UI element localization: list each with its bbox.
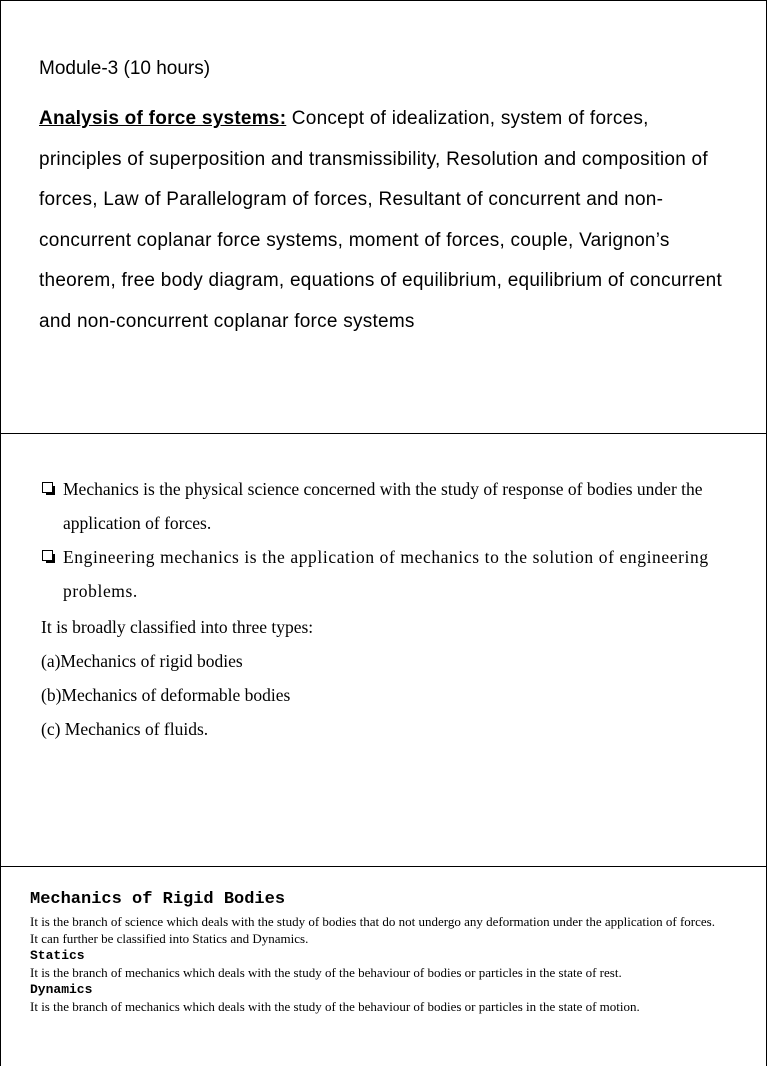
type-fluids: (c) Mechanics of fluids. [41, 719, 209, 739]
syllabus-title: Analysis of force systems: [39, 108, 287, 129]
type-deformable-bodies: (b)Mechanics of deformable bodies [41, 685, 291, 705]
bullet-text: Engineering mechanics is the application of mechanics to the solution of engineering problems. [63, 547, 709, 601]
bullet-engineering-mechanics [41, 540, 731, 608]
bullet-mechanics-definition [41, 472, 731, 540]
statics-definition: It is the branch of mechanics which deals with the study of the behaviour of bodies or particles in the state of rest. [30, 965, 622, 980]
bullet-text: Mechanics is the physical science concerned with the study of response of bodies under the application of forces. [63, 479, 703, 533]
section-title: Mechanics of Rigid Bodies [30, 890, 286, 909]
module-syllabus [39, 99, 729, 342]
checkbox-bullet-icon [42, 550, 53, 561]
rigid-bodies-definition: It is the branch of science which deals with the study of bodies that do not undergo any deformation under the application of forces. [30, 914, 715, 929]
dynamics-definition: It is the branch of mechanics which deals with the study of the behaviour of bodies or particles in the state of motion. [30, 999, 640, 1014]
rigid-bodies-section [30, 890, 740, 1015]
checkbox-bullet-icon [42, 482, 53, 493]
mechanics-bullet-list [41, 472, 731, 608]
type-rigid-bodies: (a)Mechanics of rigid bodies [41, 651, 243, 671]
dynamics-heading: Dynamics [30, 982, 93, 997]
syllabus-text: Concept of idealization, system of forces, principles of superposition and transmissibility, Resolution and composition of forces, Law of Parallelogram of forces, Resultant of concurrent and non-concurrent coplanar force systems, moment of forces, couple, Varignon’s theorem, free body diagram, equations of equilibrium, equilibrium of concurrent and non-concurrent coplanar force systems [39, 108, 722, 332]
statics-heading: Statics [30, 948, 85, 963]
rigid-bodies-classification: It can further be classified into Statics and Dynamics. [30, 931, 309, 946]
module-heading: Module-3 (10 hours) [39, 58, 211, 79]
classification-intro: It is broadly classified into three types: [41, 617, 314, 637]
